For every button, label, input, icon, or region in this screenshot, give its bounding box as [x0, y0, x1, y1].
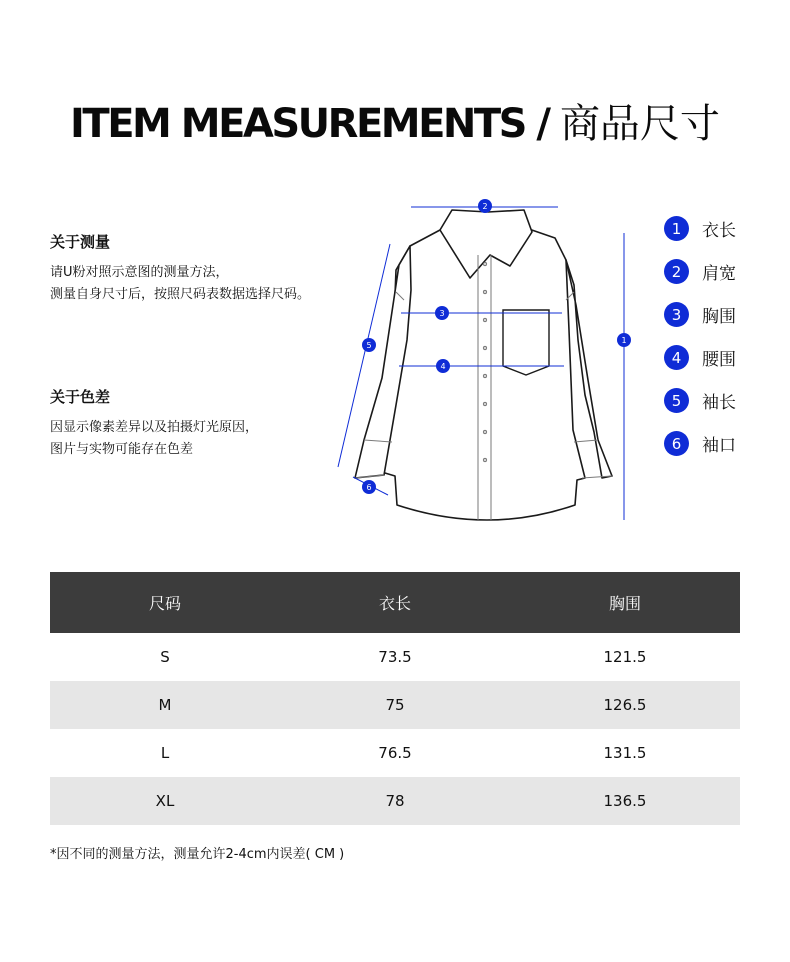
legend-item-length	[664, 207, 736, 250]
legend-item-shoulder	[664, 250, 736, 293]
cell-chest: 131.5	[603, 744, 647, 762]
cell-length: 73.5	[378, 648, 412, 666]
header-length: 衣长	[378, 594, 411, 613]
legend-label: 袖口	[702, 436, 736, 456]
legend-label: 袖长	[702, 393, 736, 413]
marker-3-label: 3	[439, 309, 445, 318]
legend-item-chest	[664, 293, 736, 336]
legend-label: 腰围	[702, 350, 736, 370]
measurement-note	[50, 231, 350, 306]
measurement-legend	[664, 207, 736, 465]
table-row	[50, 729, 740, 777]
cell-chest: 121.5	[603, 648, 647, 666]
title-en: ITEM MEASUREMENTS /	[70, 101, 560, 147]
legend-number-badge: 1	[664, 216, 689, 241]
legend-number-badge: 2	[664, 259, 689, 284]
legend-number-badge: 3	[664, 302, 689, 327]
footnote: *因不同的测量方法，测量允许2-4cm内误差( CM )	[50, 847, 345, 862]
table-row	[50, 633, 740, 681]
legend-label: 胸围	[702, 307, 736, 327]
table-row	[50, 681, 740, 729]
legend-number-badge: 4	[664, 345, 689, 370]
marker-4-label: 4	[440, 362, 446, 371]
marker-1-label: 1	[621, 336, 627, 345]
legend-item-sleeve	[664, 379, 736, 422]
measurement-note-heading: 关于测量	[50, 233, 111, 251]
title-cn: 商品尺寸	[559, 101, 720, 147]
header-chest: 胸围	[608, 594, 641, 613]
cell-length: 76.5	[378, 744, 412, 762]
color-note	[50, 386, 350, 461]
cell-size: S	[160, 648, 170, 666]
marker-2-label: 2	[482, 202, 488, 211]
cell-chest: 126.5	[603, 696, 647, 714]
table-row	[50, 777, 740, 825]
cell-size: M	[158, 696, 172, 714]
marker-5-label: 5	[366, 341, 372, 350]
legend-number-badge: 5	[664, 388, 689, 413]
marker-6-label: 6	[366, 483, 372, 492]
cell-length: 75	[385, 696, 405, 714]
cell-length: 78	[385, 792, 405, 810]
header-size: 尺码	[148, 594, 181, 613]
color-note-heading: 关于色差	[50, 388, 111, 406]
legend-item-waist	[664, 336, 736, 379]
page-title	[0, 92, 790, 149]
cell-size: XL	[155, 792, 175, 810]
color-note-line: 图片与实物可能存在色差	[50, 442, 194, 457]
cell-chest: 136.5	[603, 792, 647, 810]
legend-item-cuff	[664, 422, 736, 465]
measurement-note-line: 测量自身尺寸后，按照尺码表数据选择尺码。	[50, 287, 311, 302]
size-table-header	[50, 572, 740, 633]
size-table	[50, 572, 740, 825]
color-note-line: 因显示像素差异以及拍摄灯光原因，	[50, 420, 259, 435]
shirt-diagram	[330, 190, 650, 530]
legend-label: 肩宽	[702, 264, 736, 284]
legend-label: 衣长	[702, 221, 736, 241]
cell-size: L	[160, 744, 170, 762]
legend-number-badge: 6	[664, 431, 689, 456]
measurement-note-line: 请U粉对照示意图的测量方法，	[50, 265, 229, 280]
